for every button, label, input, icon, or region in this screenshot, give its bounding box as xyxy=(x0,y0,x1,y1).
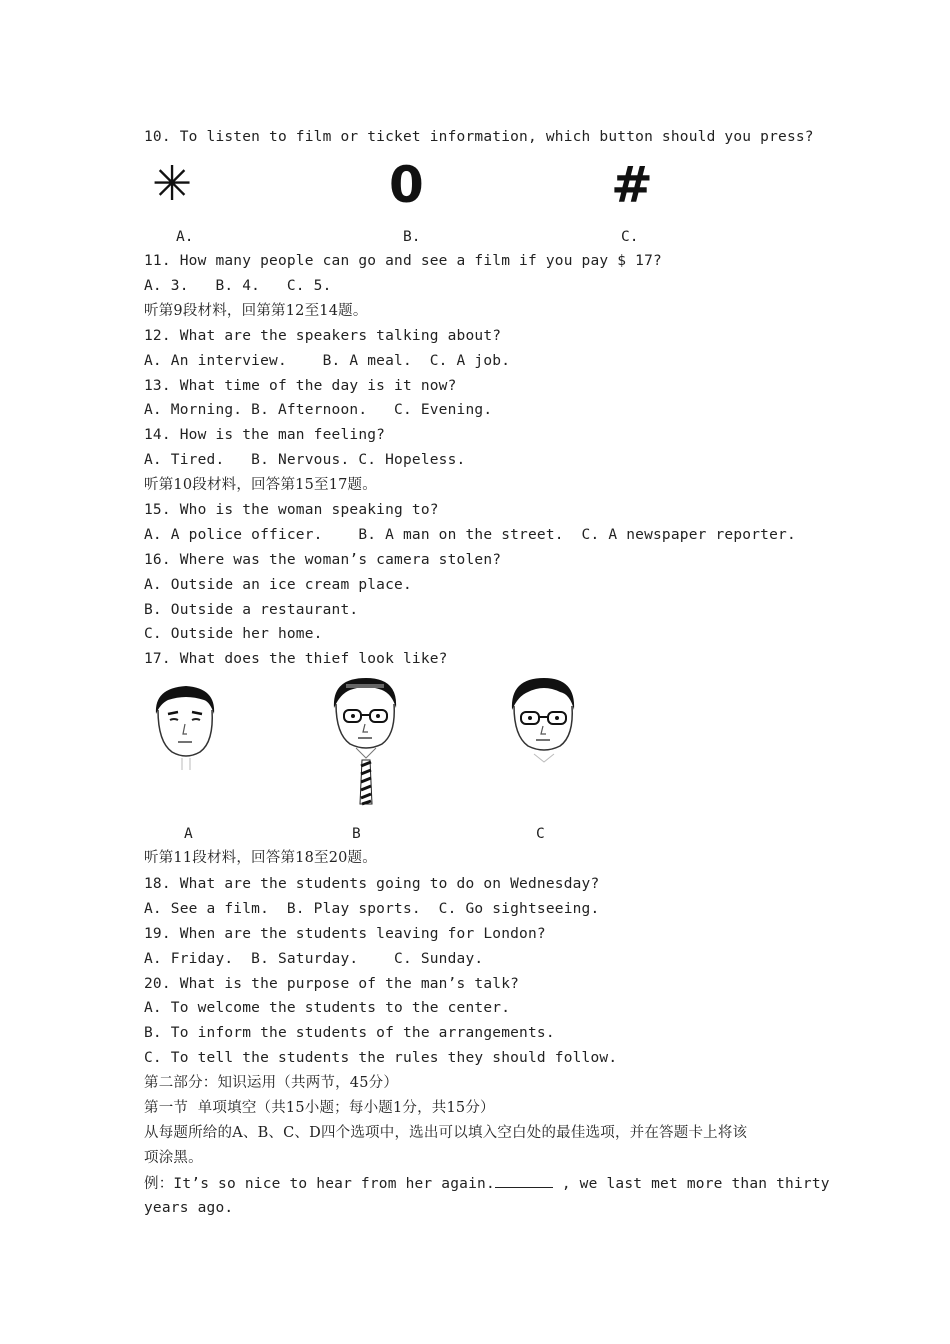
q16-option-b: B. Outside a restaurant. xyxy=(144,602,359,618)
q17-label-a: A xyxy=(184,826,193,842)
hash-symbol: # xyxy=(611,156,653,214)
part2-instruction-line2: 项涂黑。 xyxy=(144,1150,203,1166)
example-start: 例：It’s so nice to hear from her again. xyxy=(144,1176,495,1192)
q11-question: 11. How many people can go and see a film if you pay $ 17? xyxy=(144,253,662,269)
q20-option-c: C. To tell the students the rules they should follow. xyxy=(144,1050,618,1066)
section11-heading: 听第11段材料，回答第18至20题。 xyxy=(144,850,377,866)
section10-heading: 听第10段材料，回答第15至17题。 xyxy=(144,477,377,493)
thief-face-b xyxy=(326,674,406,809)
hair-a xyxy=(156,686,214,714)
q16-option-a: A. Outside an ice cream place. xyxy=(144,577,412,593)
q16-question: 16. Where was the woman’s camera stolen? xyxy=(144,552,502,568)
answer-blank xyxy=(495,1173,553,1188)
q10-label-a: A. xyxy=(176,229,194,245)
part2-title: 第二部分：知识运用（共两节，45分） xyxy=(144,1075,399,1091)
q12-options: A. An interview. B. A meal. C. A job. xyxy=(144,353,511,369)
asterisk-symbol: ✳ xyxy=(152,156,193,212)
thief-face-c xyxy=(504,674,584,784)
q17-question: 17. What does the thief look like? xyxy=(144,651,448,667)
q11-options: A. 3. B. 4. C. 5. xyxy=(144,278,332,294)
example-line2: years ago. xyxy=(144,1200,234,1216)
q10-question: 10. To listen to film or ticket information, which button should you press? xyxy=(144,129,814,145)
q19-question: 19. When are the students leaving for London? xyxy=(144,926,546,942)
q17-label-c: C xyxy=(536,826,545,842)
zero-symbol: 0 xyxy=(389,156,424,214)
example-sentence xyxy=(144,1173,830,1194)
q10-label-c: C. xyxy=(621,229,639,245)
q12-question: 12. What are the speakers talking about? xyxy=(144,328,502,344)
q15-options: A. A police officer. B. A man on the street. C. A newspaper reporter. xyxy=(144,527,796,543)
q19-options: A. Friday. B. Saturday. C. Sunday. xyxy=(144,951,484,967)
q15-question: 15. Who is the woman speaking to? xyxy=(144,502,439,518)
q20-option-b: B. To inform the students of the arrangements. xyxy=(144,1025,555,1041)
q20-option-a: A. To welcome the students to the center. xyxy=(144,1000,511,1016)
hair-b xyxy=(334,678,396,708)
part2-instruction-line1: 从每题所给的A、B、C、D四个选项中，选出可以填入空白处的最佳选项，并在答题卡上将该 xyxy=(144,1125,748,1141)
example-end: , we last met more than thirty xyxy=(561,1176,830,1192)
q18-question: 18. What are the students going to do on Wednesday? xyxy=(144,876,600,892)
q18-options: A. See a film. B. Play sports. C. Go sightseeing. xyxy=(144,901,600,917)
q13-options: A. Morning. B. Afternoon. C. Evening. xyxy=(144,402,493,418)
q20-question: 20. What is the purpose of the man’s talk? xyxy=(144,976,520,992)
q14-options: A. Tired. B. Nervous. C. Hopeless. xyxy=(144,452,466,468)
q10-label-b: B. xyxy=(403,229,421,245)
tie-icon xyxy=(360,760,372,804)
section9-heading: 听第9段材料，回第第12至14题。 xyxy=(144,303,368,319)
q16-option-c: C. Outside her home. xyxy=(144,626,323,642)
thief-face-a xyxy=(146,680,226,790)
q17-label-b: B xyxy=(352,826,361,842)
q13-question: 13. What time of the day is it now? xyxy=(144,378,457,394)
part2-section1-heading: 第一节 单项填空（共15小题；每小题1分，共15分） xyxy=(144,1100,495,1116)
q14-question: 14. How is the man feeling? xyxy=(144,427,386,443)
hair-c xyxy=(512,678,574,710)
